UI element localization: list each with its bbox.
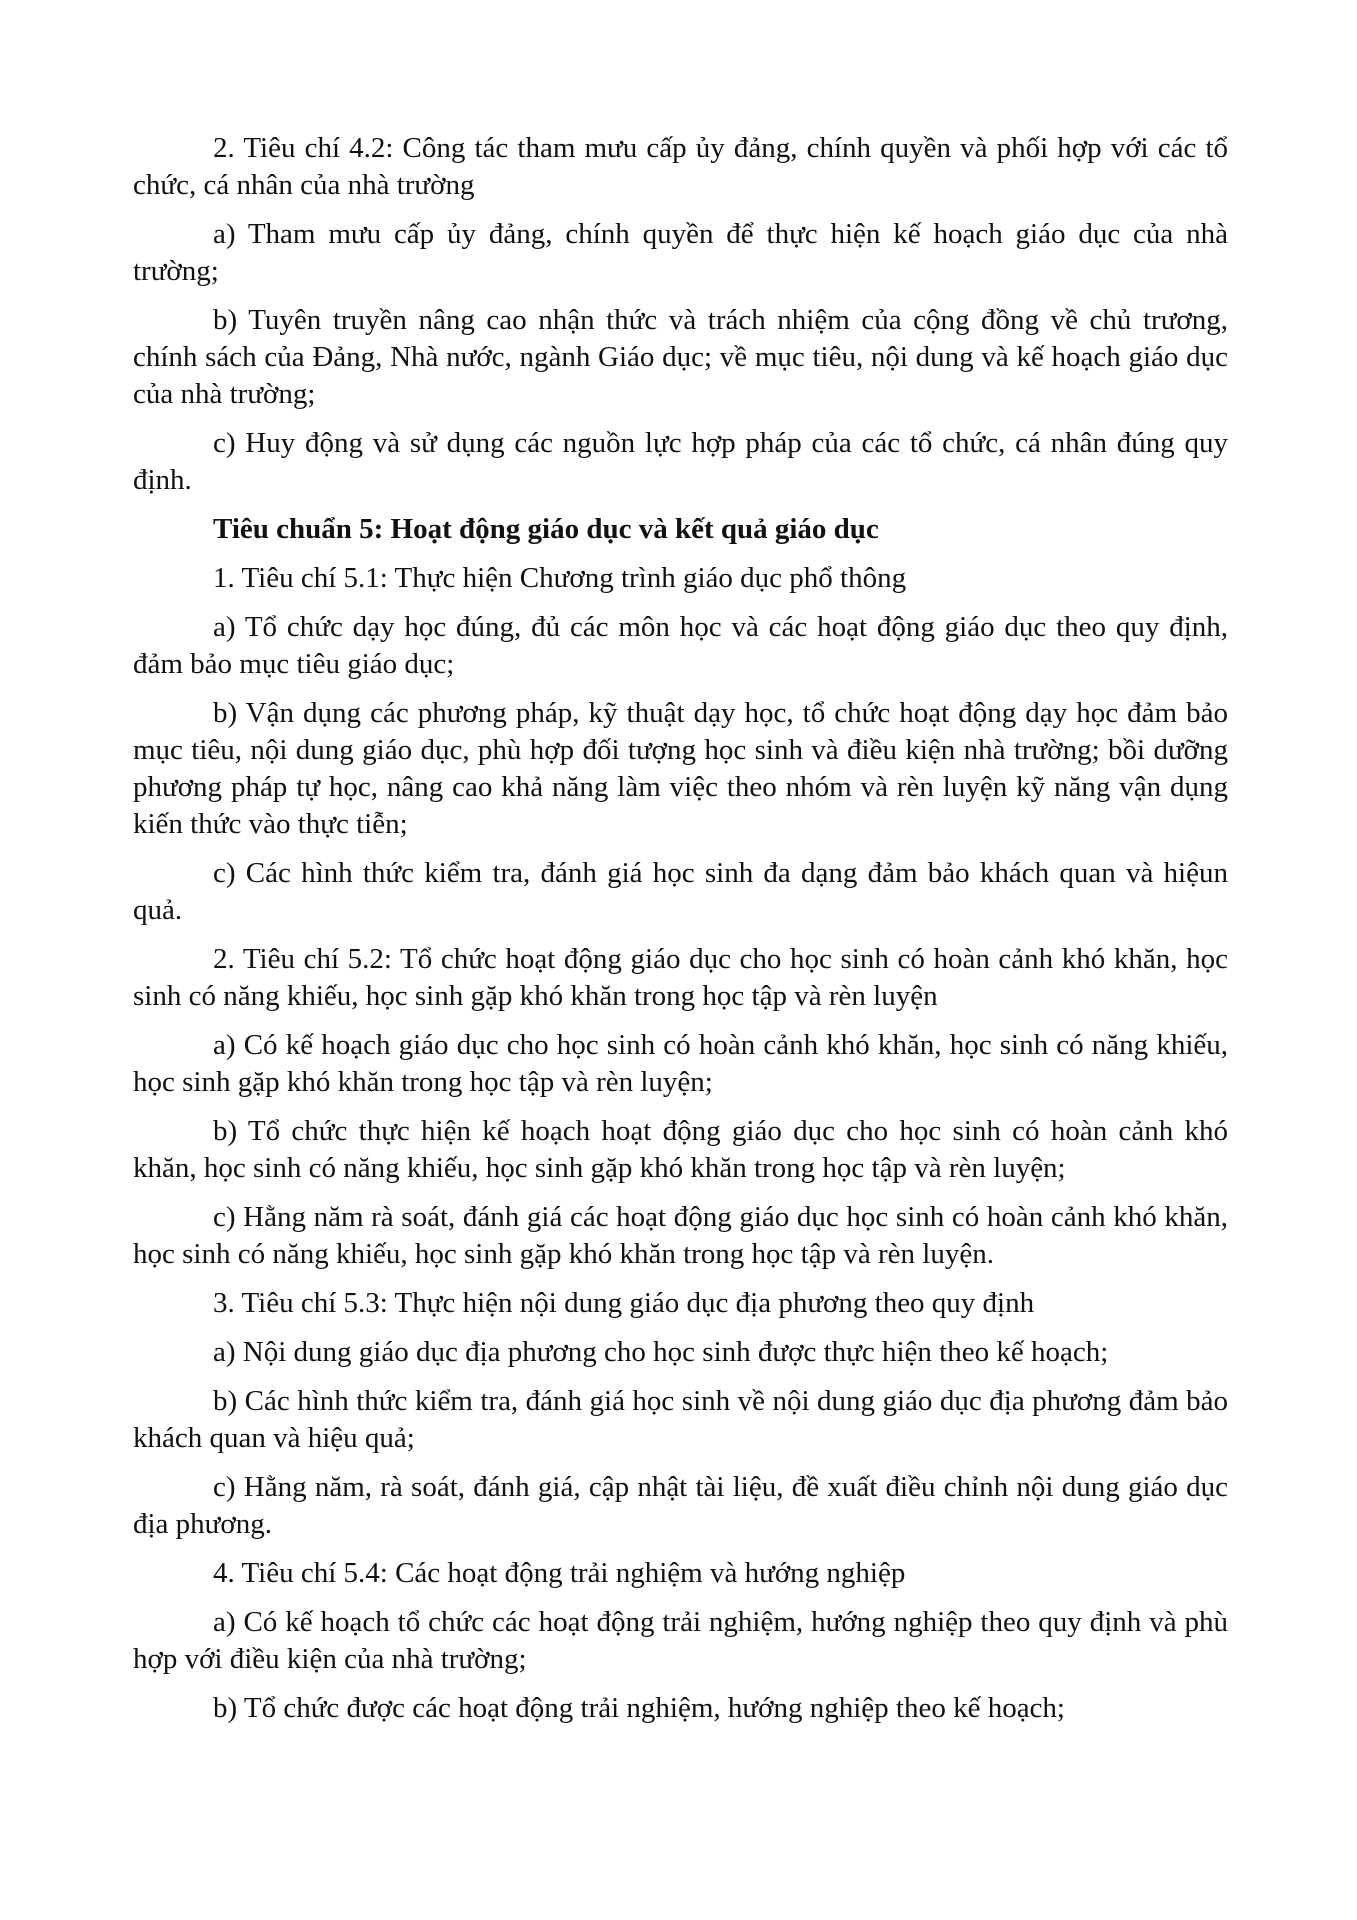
criterion-4-2-item-c: c) Huy động và sử dụng các nguồn lực hợp pháp của các tổ chức, cá nhân đúng quy định. bbox=[133, 427, 1228, 496]
criterion-5-2-item-a: a) Có kế hoạch giáo dục cho học sinh có hoàn cảnh khó khăn, học sinh có năng khiếu, học sinh gặp khó khăn trong học tập và rèn luyện; bbox=[133, 1029, 1228, 1098]
criterion-4-2-heading: 2. Tiêu chí 4.2: Công tác tham mưu cấp ủy đảng, chính quyền và phối hợp với các tổ chức, cá nhân của nhà trường bbox=[133, 132, 1228, 201]
document-page bbox=[133, 130, 1228, 1739]
criterion-4-2-item-a: a) Tham mưu cấp ủy đảng, chính quyền để thực hiện kế hoạch giáo dục của nhà trường; bbox=[133, 218, 1228, 287]
criterion-5-3-item-c: c) Hằng năm, rà soát, đánh giá, cập nhật tài liệu, đề xuất điều chỉnh nội dung giáo dục địa phương. bbox=[133, 1471, 1228, 1540]
criterion-5-4-heading: 4. Tiêu chí 5.4: Các hoạt động trải nghiệm và hướng nghiệp bbox=[213, 1557, 906, 1589]
criterion-5-2-item-c: c) Hằng năm rà soát, đánh giá các hoạt động giáo dục học sinh có hoàn cảnh khó khăn, học sinh có năng khiếu, học sinh gặp khó khăn trong học tập và rèn luyện. bbox=[133, 1201, 1228, 1270]
standard-5-heading: Tiêu chuẩn 5: Hoạt động giáo dục và kết quả giáo dục bbox=[213, 513, 879, 545]
criterion-4-2-item-b: b) Tuyên truyền nâng cao nhận thức và trách nhiệm của cộng đồng về chủ trương, chính sách của Đảng, Nhà nước, ngành Giáo dục; về mục tiêu, nội dung và kế hoạch giáo dục của nhà trường; bbox=[133, 304, 1228, 410]
criterion-5-3-item-b: b) Các hình thức kiểm tra, đánh giá học sinh về nội dung giáo dục địa phương đảm bảo khách quan và hiệu quả; bbox=[133, 1385, 1228, 1454]
criterion-5-4-item-a: a) Có kế hoạch tổ chức các hoạt động trải nghiệm, hướng nghiệp theo quy định và phù hợp với điều kiện của nhà trường; bbox=[133, 1606, 1228, 1675]
criterion-5-1-item-a: a) Tổ chức dạy học đúng, đủ các môn học và các hoạt động giáo dục theo quy định, đảm bảo mục tiêu giáo dục; bbox=[133, 611, 1228, 680]
criterion-5-1-item-b: b) Vận dụng các phương pháp, kỹ thuật dạy học, tổ chức hoạt động dạy học đảm bảo mục tiêu, nội dung giáo dục, phù hợp đối tượng học sinh và điều kiện nhà trường; bồi dưỡng phương pháp tự học, nâng cao khả năng làm việc theo nhóm và rèn luyện kỹ năng vận dụng kiến thức vào thực tiễn; bbox=[133, 697, 1228, 840]
criterion-5-4-item-b: b) Tổ chức được các hoạt động trải nghiệm, hướng nghiệp theo kế hoạch; bbox=[213, 1692, 1065, 1724]
criterion-5-3-heading: 3. Tiêu chí 5.3: Thực hiện nội dung giáo dục địa phương theo quy định bbox=[213, 1287, 1035, 1319]
criterion-5-1-heading: 1. Tiêu chí 5.1: Thực hiện Chương trình giáo dục phổ thông bbox=[213, 562, 907, 594]
criterion-5-3-item-a: a) Nội dung giáo dục địa phương cho học sinh được thực hiện theo kế hoạch; bbox=[213, 1336, 1109, 1368]
criterion-5-2-item-b: b) Tổ chức thực hiện kế hoạch hoạt động giáo dục cho học sinh có hoàn cảnh khó khăn, học sinh có năng khiếu, học sinh gặp khó khăn trong học tập và rèn luyện; bbox=[133, 1115, 1228, 1184]
criterion-5-2-heading: 2. Tiêu chí 5.2: Tổ chức hoạt động giáo dục cho học sinh có hoàn cảnh khó khăn, học sinh có năng khiếu, học sinh gặp khó khăn trong học tập và rèn luyện bbox=[133, 943, 1228, 1012]
criterion-5-1-item-c: c) Các hình thức kiểm tra, đánh giá học sinh đa dạng đảm bảo khách quan và hiệun quả. bbox=[133, 857, 1228, 926]
